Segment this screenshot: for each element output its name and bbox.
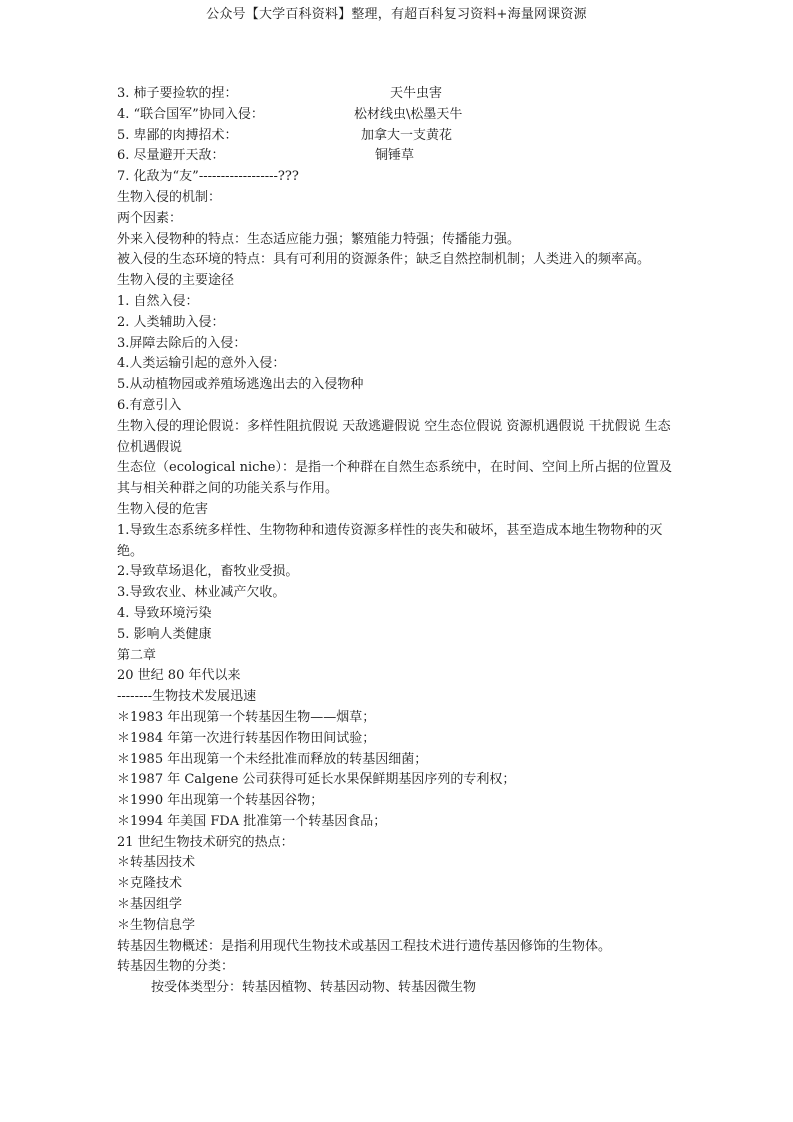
bullet-item: ＊基因组学 [117,897,183,913]
document-body [117,84,682,999]
text-line: 4. “联合国军”协同入侵： 松材线虫\松墨天牛 [117,106,463,122]
text-line: 两个因素： [117,210,183,226]
text-line: 3. 柿子要捡软的捏： 天牛虫害 [117,86,443,101]
section-heading: 生物入侵的主要途径 [117,273,235,289]
text-line: --------生物技术发展迅速 [117,689,257,705]
paragraph: 生物入侵的理论假说：多样性阻抗假说 天敌逃避假说 空生态位假说 资源机遇假说 干扰假说 生态位机遇假说 [117,418,671,455]
section-heading: 转基因生物的分类： [117,959,235,975]
text-line: 5. 卑鄙的肉搏招术： 加拿大一支黄花 [117,127,453,143]
bullet-item: ＊1994 年美国 FDA 批准第一个转基因食品； [117,813,387,829]
section-heading: 生物入侵的危害 [117,501,209,517]
list-item: 1.导致生态系统多样性、生物物种和遗传资源多样性的丧失和破坏，甚至造成本地生物物种的灭绝。 [117,522,663,559]
list-item: 5. 影响人类健康 [117,626,212,642]
bullet-item: ＊1984 年第一次进行转基因作物田间试验； [117,730,376,746]
list-item: 5.从动植物园或养殖场逃逸出去的入侵物种 [117,377,364,393]
list-item: 2. 人类辅助入侵： [117,314,225,330]
bullet-item: ＊1985 年出现第一个未经批准而释放的转基因细菌； [117,751,428,767]
section-heading: 21 世纪生物技术研究的热点： [117,834,294,850]
paragraph: 生态位（ecological niche）：是指一个种群在自然生态系统中，在时间、空间上所占据的位置及其与相关种群之间的功能关系与作用。 [117,460,672,497]
text-line: 外来入侵物种的特点：生态适应能力强；繁殖能力特强；传播能力强。 [117,231,521,247]
text-line: 被入侵的生态环境的特点：具有可利用的资源条件；缺乏自然控制机制；人类进入的频率高。 [117,252,651,268]
list-item: 4.人类运输引起的意外入侵： [117,356,286,372]
text-line: 6. 尽量避开天敌： 铜锤草 [117,148,415,164]
section-heading: 生物入侵的机制： [117,189,222,205]
chapter-heading: 第二章 [117,647,157,663]
list-item: 2.导致草场退化，畜牧业受损。 [117,564,299,580]
list-item: 1. 自然入侵： [117,293,199,309]
bullet-item: ＊生物信息学 [117,917,196,933]
list-item: 3.屏障去除后的入侵： [117,335,247,351]
list-item: 3.导致农业、林业减产欠收。 [117,585,286,601]
bullet-item: ＊克隆技术 [117,876,183,892]
bullet-item: ＊1983 年出现第一个转基因生物——烟草； [117,709,376,725]
bullet-item: ＊1987 年 Calgene 公司获得可延长水果保鲜期基因序列的专利权； [117,772,516,788]
text-line: 按受体类型分：转基因植物、转基因动物、转基因微生物 [151,980,477,996]
bullet-item: ＊1990 年出现第一个转基因谷物； [117,793,324,809]
page-header: 公众号【大学百科资料】整理，有超百科复习资料+海量网课资源 [206,7,587,22]
bullet-item: ＊转基因技术 [117,855,196,871]
list-item: 6.有意引入 [117,397,182,413]
list-item: 4. 导致环境污染 [117,605,212,621]
text-line: 7. 化敌为“友”------------------??? [117,169,299,185]
text-line: 转基因生物概述：是指利用现代生物技术或基因工程技术进行遗传基因修饰的生物体。 [117,938,612,954]
text-line: 20 世纪 80 年代以来 [117,668,241,684]
